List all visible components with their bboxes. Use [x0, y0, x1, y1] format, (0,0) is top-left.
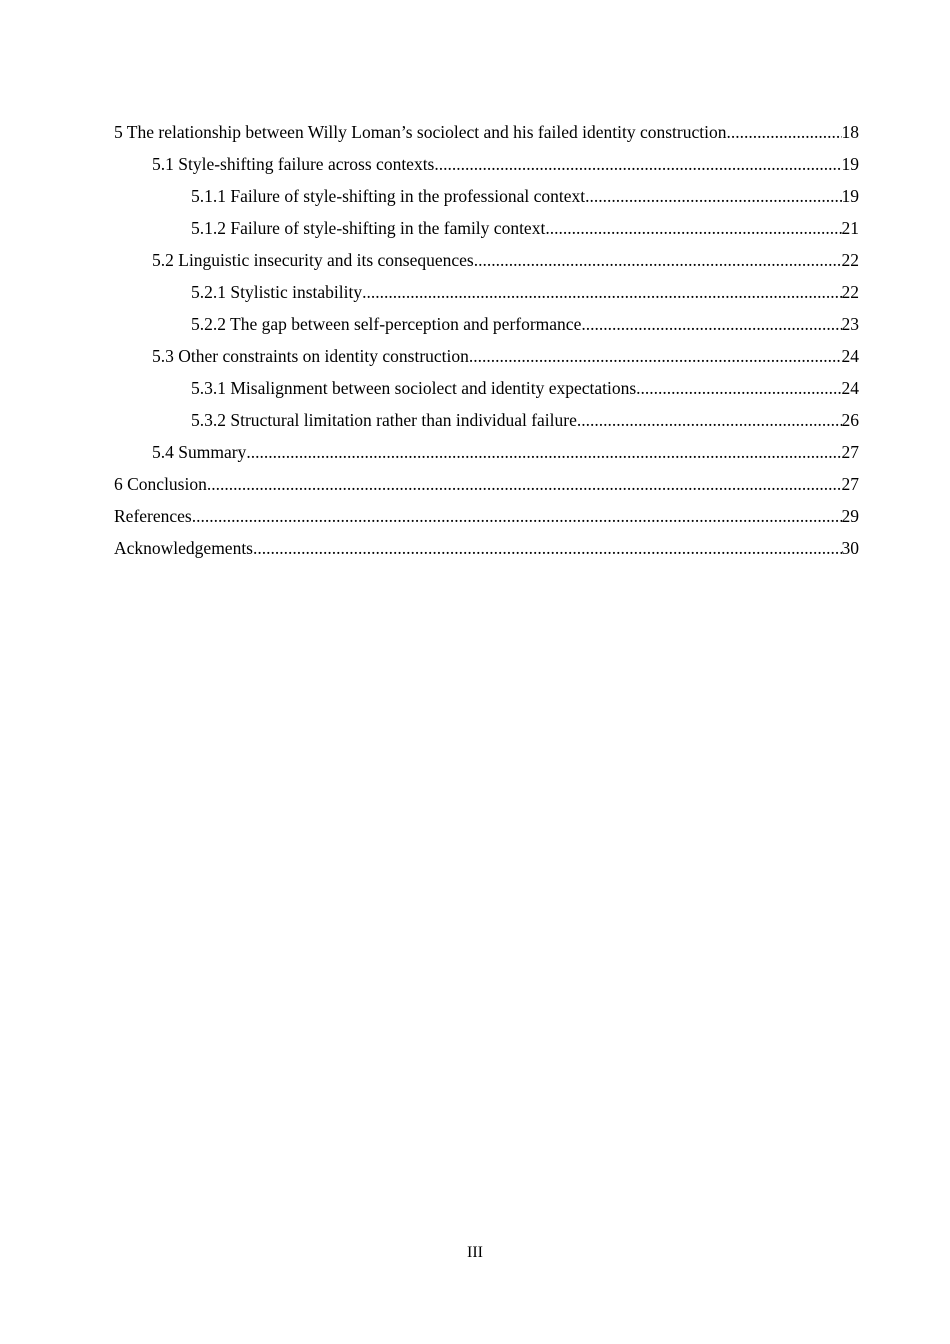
toc-dot-leader	[207, 473, 842, 495]
toc-entry-title: 5.3 Other constraints on identity construction	[152, 346, 469, 366]
toc-entry-title: 5.2 Linguistic insecurity and its consequences	[152, 250, 474, 270]
toc-entry-title: 5.2.2 The gap between self-perception and performance	[191, 314, 582, 334]
toc-entry-5-2-2[interactable]	[114, 313, 859, 335]
toc-entry-title: 6 Conclusion	[114, 474, 207, 494]
toc-dot-leader	[362, 281, 841, 303]
toc-entry-title: 5.3.2 Structural limitation rather than individual failure	[191, 410, 577, 430]
toc-entry-acknowledgements[interactable]	[114, 537, 859, 559]
toc-entry-page: 18	[841, 122, 859, 142]
toc-dot-leader	[585, 185, 841, 207]
toc-entry-5-1-1[interactable]	[114, 185, 859, 207]
toc-dot-leader	[545, 217, 841, 239]
toc-entry-page: 30	[841, 538, 859, 558]
toc-dot-leader	[192, 505, 842, 527]
toc-entry-chapter-5[interactable]	[114, 121, 859, 143]
toc-entry-5-1[interactable]	[114, 153, 859, 175]
toc-entry-chapter-6[interactable]	[114, 473, 859, 495]
toc-entry-page: 22	[841, 250, 859, 270]
toc-dot-leader	[253, 537, 842, 559]
toc-entry-5-2[interactable]	[114, 249, 859, 271]
toc-entry-title: 5.4 Summary	[152, 442, 247, 462]
toc-entry-title: 5.2.1 Stylistic instability	[191, 282, 363, 302]
toc-entry-title: Acknowledgements	[114, 538, 253, 558]
toc-entry-page: 24	[841, 378, 859, 398]
toc-entry-page: 22	[841, 282, 859, 302]
toc-entry-page: 29	[841, 506, 859, 526]
toc-entry-5-3-2[interactable]	[114, 409, 859, 431]
toc-entry-title: 5.3.1 Misalignment between sociolect and identity expectations	[191, 378, 637, 398]
toc-entry-page: 26	[841, 410, 859, 430]
toc-entry-5-4[interactable]	[114, 441, 859, 463]
toc-entry-page: 24	[841, 346, 859, 366]
toc-dot-leader	[474, 249, 842, 271]
toc-entry-5-3-1[interactable]	[114, 377, 859, 399]
toc-entry-page: 21	[841, 218, 859, 238]
toc-entry-title: 5.1.1 Failure of style-shifting in the professional context	[191, 186, 586, 206]
page-number: III	[467, 1244, 483, 1261]
toc-dot-leader	[636, 377, 841, 399]
toc-entry-title: References	[114, 506, 192, 526]
toc-entry-5-2-1[interactable]	[114, 281, 859, 303]
toc-entry-page: 19	[841, 186, 859, 206]
toc-entry-5-1-2[interactable]	[114, 217, 859, 239]
toc-dot-leader	[577, 409, 842, 431]
toc-entry-page: 19	[841, 154, 859, 174]
toc-entry-title: 5 The relationship between Willy Loman’s sociolect and his failed identity construction	[114, 122, 727, 142]
toc-dot-leader	[726, 121, 841, 143]
toc-entry-title: 5.1.2 Failure of style-shifting in the family context	[191, 218, 546, 238]
table-of-contents	[114, 121, 859, 569]
toc-dot-leader	[434, 153, 841, 175]
toc-entry-page: 23	[841, 314, 859, 334]
toc-entry-5-3[interactable]	[114, 345, 859, 367]
toc-dot-leader	[581, 313, 841, 335]
toc-entry-page: 27	[841, 442, 859, 462]
toc-dot-leader	[469, 345, 842, 367]
toc-entry-references[interactable]	[114, 505, 859, 527]
toc-entry-page: 27	[841, 474, 859, 494]
toc-entry-title: 5.1 Style-shifting failure across contexts	[152, 154, 435, 174]
toc-dot-leader	[246, 441, 841, 463]
